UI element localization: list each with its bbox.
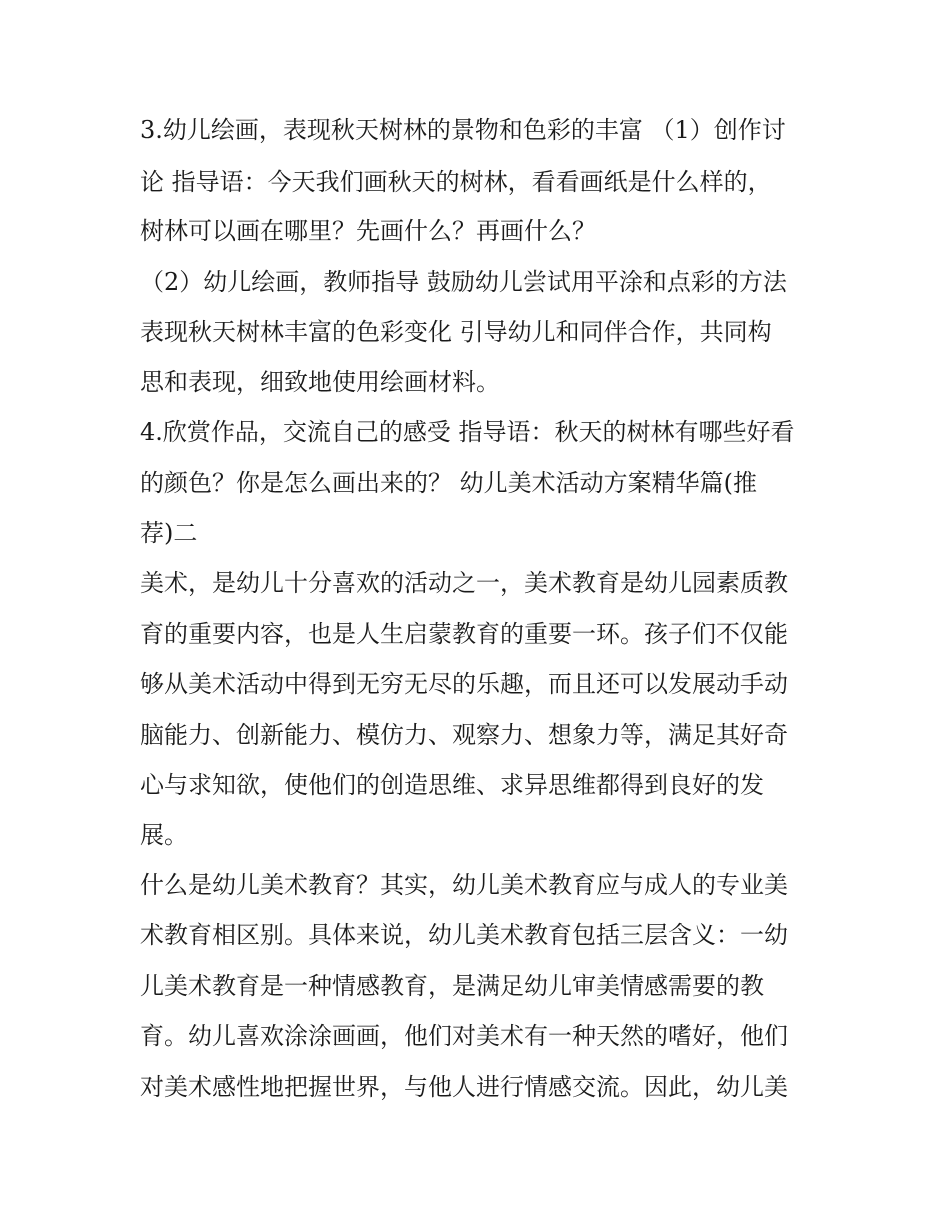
text-line: 的颜色？你是怎么画出来的？ 幼儿美术活动方案精华篇(推 (140, 469, 757, 497)
text-line: 术教育相区别。具体来说，幼儿美术教育包括三层含义：一幼 (140, 921, 788, 949)
text-line: 育的重要内容，也是人生启蒙教育的重要一环。孩子们不仅能 (140, 620, 788, 648)
text-line: 论 指导语：今天我们画秋天的树林，看看画纸是什么样的， (140, 168, 772, 196)
text-line: 4.欣赏作品，交流自己的感受 指导语：秋天的树林有哪些好看 (140, 418, 795, 446)
text-line: 思和表现，细致地使用绘画材料。 (140, 368, 500, 396)
text-line: 育。幼儿喜欢涂涂画画，他们对美术有一种天然的嗜好，他们 (140, 1022, 788, 1050)
text-line: 脑能力、创新能力、模仿力、观察力、想象力等，满足其好奇 (140, 721, 788, 749)
text-line: 够从美术活动中得到无穷无尽的乐趣，而且还可以发展动手动 (140, 670, 788, 698)
text-line: 对美术感性地把握世界，与他人进行情感交流。因此，幼儿美 (140, 1073, 788, 1101)
text-line: 心与求知欲，使他们的创造思维、求异思维都得到良好的发 (140, 771, 764, 799)
text-line: 美术，是幼儿十分喜欢的活动之一，美术教育是幼儿园素质教 (140, 569, 788, 597)
text-line: 表现秋天树林丰富的色彩变化 引导幼儿和同伴合作，共同构 (140, 318, 772, 346)
text-line: 什么是幼儿美术教育？其实，幼儿美术教育应与成人的专业美 (140, 871, 788, 899)
text-line: 展。 (140, 821, 188, 849)
text-line: 树林可以画在哪里？先画什么？再画什么？ (140, 217, 596, 245)
text-line: 荐)二 (140, 519, 198, 547)
text-line: （2）幼儿绘画，教师指导 鼓励幼儿尝试用平涂和点彩的方法 (140, 268, 787, 296)
text-line: 3.幼儿绘画，表现秋天树林的景物和色彩的丰富 （1）创作讨 (140, 116, 786, 144)
text-line: 儿美术教育是一种情感教育，是满足幼儿审美情感需要的教 (140, 972, 764, 1000)
